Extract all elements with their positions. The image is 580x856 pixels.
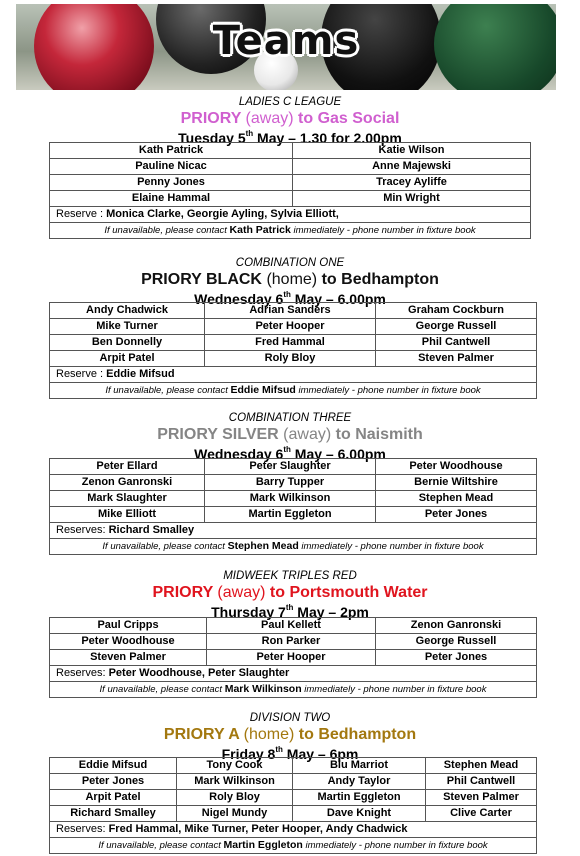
player-name: Tony Cook <box>177 758 293 774</box>
table-row <box>50 507 537 523</box>
table-row <box>50 351 537 367</box>
fixture-heading <box>0 109 580 129</box>
table-row <box>50 159 531 175</box>
date-day: Friday 8 <box>221 746 276 762</box>
contact-note <box>50 383 537 399</box>
contact-name: Kath Patrick <box>229 224 291 236</box>
player-name: Arpit Patel <box>50 351 205 367</box>
contact-note <box>50 682 537 698</box>
reserve-row <box>50 207 531 223</box>
reserve-names: Monica Clarke, Georgie Ayling, Sylvia Elliott, <box>106 208 339 220</box>
player-name: Mike Elliott <box>50 507 205 523</box>
player-name: Clive Carter <box>426 806 537 822</box>
note-row <box>50 383 537 399</box>
contact-note <box>50 539 537 555</box>
player-name: Min Wright <box>293 191 531 207</box>
venue: (away) <box>217 584 266 601</box>
table-row <box>50 774 537 790</box>
player-name: Elaine Hammal <box>50 191 293 207</box>
table-row <box>50 758 537 774</box>
player-name: Andy Taylor <box>293 774 426 790</box>
fixture-combination-three <box>0 411 580 552</box>
player-name: Adrian Sanders <box>205 303 376 319</box>
venue: (home) <box>266 271 318 288</box>
contact-name: Eddie Mifsud <box>230 384 296 396</box>
player-name: Peter Jones <box>376 650 537 666</box>
player-name: Roly Bloy <box>177 790 293 806</box>
table-row <box>50 650 537 666</box>
player-name: Richard Smalley <box>50 806 177 822</box>
fixture-division-two <box>0 711 580 851</box>
player-name: Zenon Ganronski <box>376 618 537 634</box>
reserve-cell <box>50 207 531 223</box>
reserve-label: Reserve : <box>56 368 107 380</box>
player-name: Andy Chadwick <box>50 303 205 319</box>
venue: (home) <box>243 726 295 743</box>
date-time: May – 1.30 for 2.00pm <box>253 130 402 146</box>
reserve-label: Reserves: <box>56 823 109 835</box>
player-name: Arpit Patel <box>50 790 177 806</box>
team-table <box>49 142 531 239</box>
table-row <box>50 790 537 806</box>
team-table <box>49 458 537 555</box>
opponent-name: Gas Social <box>317 110 400 127</box>
table-row <box>50 319 537 335</box>
fixture-heading <box>0 725 580 745</box>
player-name: Mark Wilkinson <box>177 774 293 790</box>
fixture-heading <box>0 425 580 445</box>
note-row <box>50 838 537 854</box>
reserve-names: Richard Smalley <box>108 524 195 536</box>
player-name: Paul Kellett <box>207 618 376 634</box>
reserve-cell <box>50 523 537 539</box>
player-name: Mike Turner <box>50 319 205 335</box>
date-day: Wednesday 6 <box>194 291 284 307</box>
page-title: Teams <box>212 18 360 64</box>
opponent-name: Naismith <box>355 426 423 443</box>
team-name: PRIORY A <box>163 726 240 743</box>
contact-name: Stephen Mead <box>227 540 299 552</box>
table-row <box>50 634 537 650</box>
player-name: Martin Eggleton <box>293 790 426 806</box>
player-name: Peter Slaughter <box>205 459 376 475</box>
note-row <box>50 223 531 239</box>
table-row <box>50 143 531 159</box>
date-suffix: th <box>245 129 254 138</box>
player-name: Katie Wilson <box>293 143 531 159</box>
date-time: May – 6.00pm <box>290 446 386 462</box>
to-word: to <box>269 584 285 601</box>
table-row <box>50 191 531 207</box>
contact-note <box>50 838 537 854</box>
player-name: George Russell <box>376 319 537 335</box>
date-suffix: th <box>283 445 291 454</box>
player-name: Roly Bloy <box>205 351 376 367</box>
player-name: Mark Wilkinson <box>205 491 376 507</box>
team-table <box>49 302 537 399</box>
venue: (away) <box>283 426 332 443</box>
player-name: Ron Parker <box>207 634 376 650</box>
player-name: Paul Cripps <box>50 618 207 634</box>
player-name: Peter Woodhouse <box>50 634 207 650</box>
date-time: May – 6pm <box>282 746 359 762</box>
table-row <box>50 618 537 634</box>
player-name: Peter Jones <box>376 507 537 523</box>
player-name: Penny Jones <box>50 175 293 191</box>
reserve-row <box>50 523 537 539</box>
note-text: immediately - phone number in fixture book <box>298 541 484 552</box>
note-row <box>50 539 537 555</box>
player-name: George Russell <box>376 634 537 650</box>
player-name: Martin Eggleton <box>205 507 376 523</box>
reserve-names: Fred Hammal, Mike Turner, Peter Hooper, Andy Chadwick <box>108 823 408 835</box>
player-name: Steven Palmer <box>376 351 537 367</box>
teams-banner <box>16 4 556 90</box>
league-name: DIVISION TWO <box>249 712 331 724</box>
note-text: immediately - phone number in fixture book <box>295 385 481 396</box>
date-time: May – 2pm <box>293 604 369 620</box>
fixture-midweek-triples-red <box>0 569 580 695</box>
reserve-cell <box>50 367 537 383</box>
player-name: Blu Marriot <box>293 758 426 774</box>
table-row <box>50 175 531 191</box>
fixture-ladies-c-league <box>0 95 580 236</box>
venue: (away) <box>245 110 294 127</box>
league-name: MIDWEEK TRIPLES RED <box>223 570 357 582</box>
player-name: Ben Donnelly <box>50 335 205 351</box>
reserve-label: Reserves: <box>56 667 109 679</box>
player-name: Stephen Mead <box>426 758 537 774</box>
reserve-names: Eddie Mifsud <box>106 368 175 380</box>
to-word: to <box>335 426 351 443</box>
reserve-names: Peter Woodhouse, Peter Slaughter <box>108 667 290 679</box>
opponent-name: Bedhampton <box>341 271 439 288</box>
note-text: immediately - phone number in fixture book <box>302 840 488 851</box>
player-name: Peter Ellard <box>50 459 205 475</box>
player-name: Zenon Ganronski <box>50 475 205 491</box>
note-row <box>50 682 537 698</box>
date-time: May – 6.00pm <box>290 291 386 307</box>
table-row <box>50 459 537 475</box>
contact-note <box>50 223 531 239</box>
player-name: Fred Hammal <box>205 335 376 351</box>
team-name: PRIORY SILVER <box>157 426 279 443</box>
reserve-row <box>50 367 537 383</box>
player-name: Stephen Mead <box>376 491 537 507</box>
table-row <box>50 475 537 491</box>
to-word: to <box>298 726 314 743</box>
contact-name: Martin Eggleton <box>223 839 303 851</box>
date-day: Wednesday 6 <box>194 446 284 462</box>
team-table <box>49 617 537 698</box>
player-name: Graham Cockburn <box>376 303 537 319</box>
player-name: Mark Slaughter <box>50 491 205 507</box>
date-day: Thursday 7 <box>211 604 286 620</box>
reserve-label: Reserve : <box>56 208 107 220</box>
date-suffix: th <box>275 745 283 754</box>
player-name: Tracey Ayliffe <box>293 175 531 191</box>
league-name: COMBINATION ONE <box>235 257 345 269</box>
table-row <box>50 491 537 507</box>
fixture-heading <box>0 583 580 603</box>
date-suffix: th <box>285 603 294 612</box>
note-text: immediately - phone number in fixture book <box>290 225 476 236</box>
reserve-row <box>50 822 537 838</box>
contact-name: Mark Wilkinson <box>224 683 302 695</box>
league-name: COMBINATION THREE <box>228 412 352 424</box>
player-name: Bernie Wiltshire <box>376 475 537 491</box>
date-day: Tuesday 5 <box>178 130 246 146</box>
player-name: Steven Palmer <box>426 790 537 806</box>
to-word: to <box>298 110 314 127</box>
player-name: Nigel Mundy <box>177 806 293 822</box>
note-text: If unavailable, please contact <box>99 684 225 695</box>
note-text: If unavailable, please contact <box>98 840 224 851</box>
reserve-cell <box>50 666 537 682</box>
note-text: If unavailable, please contact <box>102 541 228 552</box>
table-row <box>50 806 537 822</box>
note-text: immediately - phone number in fixture book <box>301 684 487 695</box>
league-name: LADIES C LEAGUE <box>238 96 342 108</box>
player-name: Phil Cantwell <box>376 335 537 351</box>
player-name: Peter Hooper <box>207 650 376 666</box>
player-name: Steven Palmer <box>50 650 207 666</box>
reserve-row <box>50 666 537 682</box>
team-table <box>49 757 537 854</box>
player-name: Pauline Nicac <box>50 159 293 175</box>
player-name: Eddie Mifsud <box>50 758 177 774</box>
player-name: Peter Woodhouse <box>376 459 537 475</box>
player-name: Barry Tupper <box>205 475 376 491</box>
player-name: Anne Majewski <box>293 159 531 175</box>
team-name: PRIORY <box>152 584 213 601</box>
reserve-label: Reserves: <box>56 524 109 536</box>
player-name: Kath Patrick <box>50 143 293 159</box>
note-text: If unavailable, please contact <box>105 385 231 396</box>
team-name: PRIORY <box>180 110 242 127</box>
note-text: If unavailable, please contact <box>104 225 230 236</box>
player-name: Dave Knight <box>293 806 426 822</box>
reserve-cell <box>50 822 537 838</box>
team-name: PRIORY BLACK <box>141 271 262 288</box>
player-name: Peter Hooper <box>205 319 376 335</box>
table-row <box>50 303 537 319</box>
to-word: to <box>321 271 337 288</box>
fixture-combination-one <box>0 256 580 396</box>
player-name: Peter Jones <box>50 774 177 790</box>
opponent-name: Bedhampton <box>318 726 417 743</box>
opponent-name: Portsmouth Water <box>289 584 428 601</box>
table-row <box>50 335 537 351</box>
player-name: Phil Cantwell <box>426 774 537 790</box>
fixture-heading <box>0 270 580 290</box>
date-suffix: th <box>283 290 291 299</box>
